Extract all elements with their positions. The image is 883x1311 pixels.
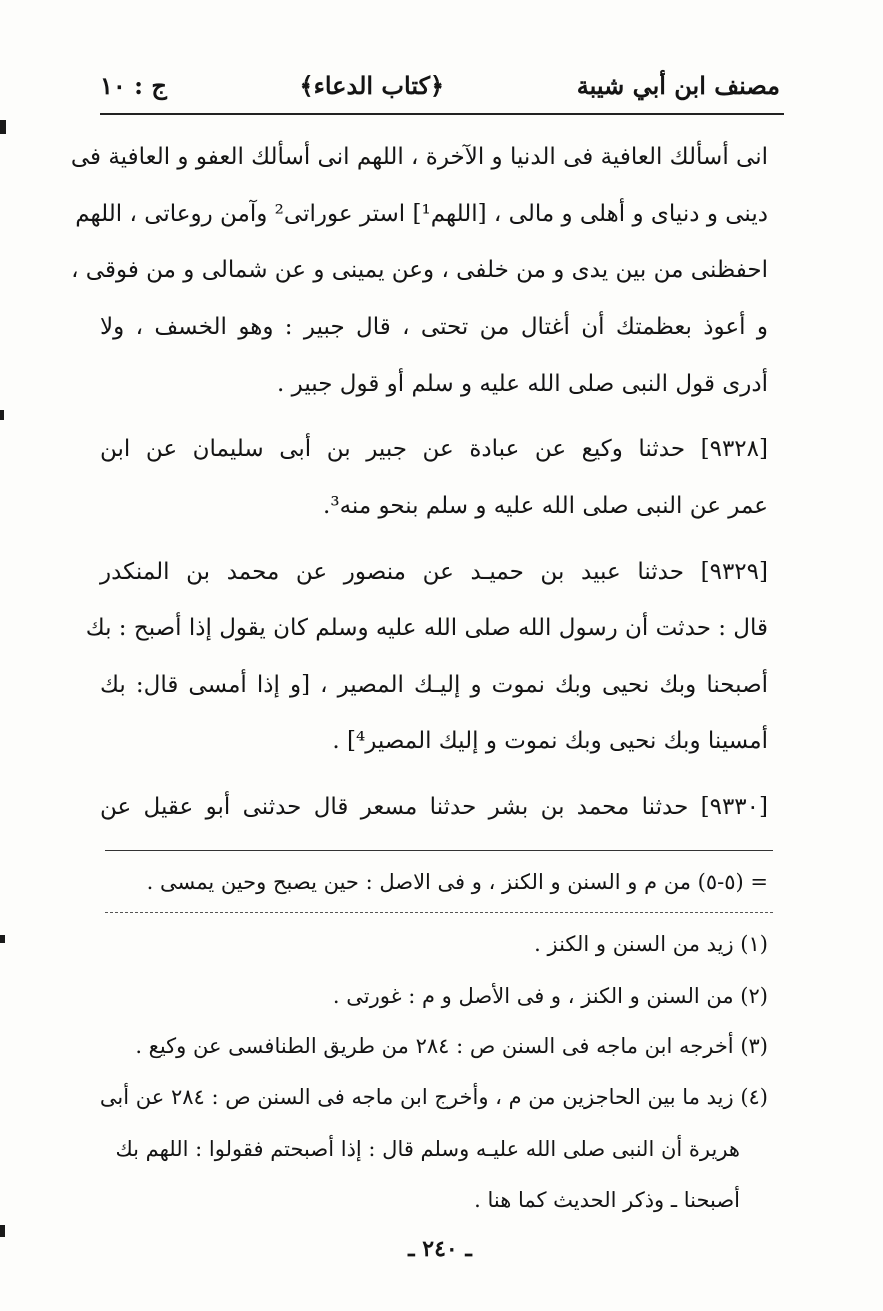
- text-line: قال : حدثت أن رسول الله صلى الله عليه وسلم كان يقول إذا أصبح : بك: [85, 615, 768, 641]
- text-line: و أعوذ بعظمتك أن أغتال من تحتى ، قال جبير : وهو الخسف ، ولا: [100, 314, 768, 340]
- text-line: انى أسألك العافية فى الدنيا و الآخرة ، اللهم انى أسألك العفو و العافية فى: [70, 144, 768, 170]
- scan-edge-mark: [0, 410, 4, 420]
- footnote: (٣) أخرجه ابن ماجه فى السنن ص : ٢٨٤ من طريق الطنافسى عن وكيع .: [135, 1034, 768, 1058]
- chapter-title: ﴿كتاب الدعاء﴾: [299, 70, 445, 100]
- footnote-continuation: أصبحنا ـ وذكر الحديث كما هنا .: [474, 1188, 740, 1212]
- footnote: (١) زيد من السنن و الكنز .: [534, 932, 768, 956]
- book-title: مصنف ابن أبي شيبة: [576, 70, 780, 100]
- text-line: عمر عن النبى صلى الله عليه و سلم بنحو منه³.: [323, 493, 768, 519]
- text-line: دينى و دنياى و أهلى و مالى ، [اللهم¹] استر عوراتى² وآمن روعاتى ، اللهم: [75, 201, 768, 227]
- text-line: أدرى قول النبى صلى الله عليه و سلم أو قول جبير .: [277, 371, 768, 397]
- scan-edge-mark: [0, 120, 6, 134]
- text-line: أصبحنا وبك نحيى وبك نموت و إليـك المصير ، [و إذا أمسى قال: بك: [100, 672, 768, 698]
- footnote-carryover: = (٥-٥) من م و السنن و الكنز ، و فى الاصل : حين يصبح وحين يمسى .: [146, 870, 768, 894]
- text-line: [٩٣٢٨] حدثنا وكيع عن عبادة عن جبير بن أبى سليمان عن ابن: [100, 436, 768, 462]
- page-header: [100, 62, 780, 108]
- text-line: احفظنى من بين يدى و من خلفى ، وعن يمينى و عن شمالى و من فوقى ،: [71, 257, 768, 283]
- text-line: أمسينا وبك نحيى وبك نموت و إليك المصير⁴] .: [332, 728, 768, 754]
- footnote: (٢) من السنن و الكنز ، و فى الأصل و م : غورتى .: [332, 984, 768, 1008]
- text-line: [٩٣٣٠] حدثنا محمد بن بشر حدثنا مسعر قال حدثنى أبو عقيل عن: [100, 794, 768, 820]
- page-number: ـ ٢٤٠ ـ: [408, 1236, 472, 1262]
- scan-edge-mark: [0, 1225, 5, 1237]
- footnote: (٤) زيد ما بين الحاجزين من م ، وأخرج ابن ماجه فى السنن ص : ٢٨٤ عن أبى: [99, 1085, 768, 1109]
- text-line: [٩٣٢٩] حدثنا عبيد بن حميـد عن منصور عن محمد بن المنكدر: [100, 559, 768, 585]
- header-rule: [100, 113, 784, 115]
- volume-number: ج : ١٠: [100, 70, 167, 100]
- scan-edge-mark: [0, 935, 5, 943]
- footnote-rule: [105, 850, 773, 851]
- footnote-divider: [105, 912, 773, 913]
- footnote-continuation: هريرة أن النبى صلى الله عليـه وسلم قال : إذا أصبحتم فقولوا : اللهم بك: [115, 1137, 740, 1161]
